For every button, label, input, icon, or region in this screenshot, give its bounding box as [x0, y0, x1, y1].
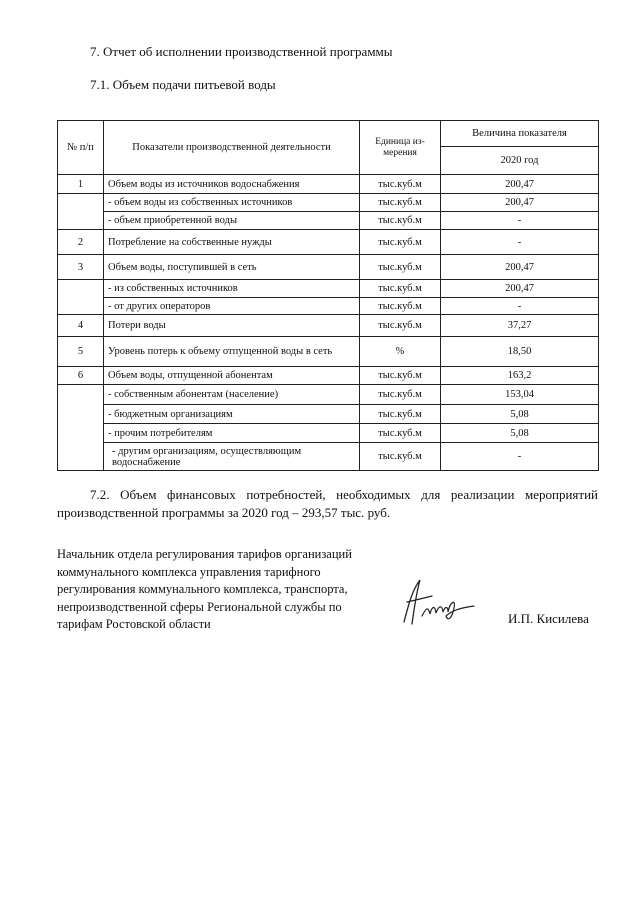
table-row — [58, 175, 599, 194]
row-unit: тыс.куб.м — [360, 280, 441, 298]
signatory-position-line: коммунального комплекса управления тарифного — [57, 564, 321, 579]
row-unit: тыс.куб.м — [360, 255, 441, 280]
handwritten-signature — [398, 572, 478, 632]
signatory-position-line: непроизводственной сферы Региональной службы по — [57, 599, 342, 614]
subsection-heading: 7.1. Объем подачи питьевой воды — [90, 77, 276, 92]
row-unit: тыс.куб.м — [360, 424, 441, 443]
row-unit: тыс.куб.м — [360, 367, 441, 385]
row-num: 6 — [58, 367, 104, 385]
row-num — [58, 280, 104, 315]
row-value: 5,08 — [441, 424, 599, 443]
row-unit: тыс.куб.м — [360, 230, 441, 255]
row-value: 200,47 — [441, 255, 599, 280]
table-row — [58, 424, 599, 443]
row-value: 18,50 — [441, 337, 599, 367]
table-row — [58, 405, 599, 424]
row-value: - — [441, 298, 599, 315]
row-unit: тыс.куб.м — [360, 175, 441, 194]
row-indicator: Потребление на собственные нужды — [104, 230, 360, 255]
row-value: - — [441, 212, 599, 230]
table-row — [58, 315, 599, 337]
row-indicator: Объем воды, отпущенной абонентам — [104, 367, 360, 385]
row-value: - — [441, 443, 599, 471]
header-year: 2020 год — [441, 147, 599, 175]
header-unit — [360, 121, 441, 175]
row-num: 2 — [58, 230, 104, 255]
row-num: 4 — [58, 315, 104, 337]
row-value: 37,27 — [441, 315, 599, 337]
row-value: 153,04 — [441, 385, 599, 405]
table-row — [58, 443, 599, 471]
table-row — [58, 337, 599, 367]
table-row — [58, 255, 599, 280]
water-supply-table — [57, 120, 599, 471]
row-unit: тыс.куб.м — [360, 405, 441, 424]
row-indicator: Объем воды, поступившей в сеть — [104, 255, 360, 280]
row-indicator: - объем приобретенной воды — [104, 212, 360, 230]
row-indicator: - из собственных источников — [104, 280, 360, 298]
header-indicator: Показатели производственной деятельности — [104, 121, 360, 175]
financial-needs-paragraph: 7.2. Объем финансовых потребностей, необходимых для реализации мероприятий производственной программы за 2020 год – 293,57 тыс. руб. — [57, 487, 598, 520]
section-heading: 7. Отчет об исполнении производственной программы — [90, 44, 393, 59]
row-indicator: - бюджетным организациям — [104, 405, 360, 424]
row-unit: тыс.куб.м — [360, 315, 441, 337]
signatory-position-line: Начальник отдела регулирования тарифов организаций — [57, 547, 352, 561]
table-row — [58, 385, 599, 405]
row-unit: % — [360, 337, 441, 367]
header-unit-line1: Единица из- — [375, 136, 425, 147]
row-unit: тыс.куб.м — [360, 194, 441, 212]
row-num: 5 — [58, 337, 104, 367]
table-row — [58, 298, 599, 315]
row-indicator: - другим организациям, осуществляющим водоснабжение — [104, 443, 360, 471]
row-unit: тыс.куб.м — [360, 212, 441, 230]
table-header-row — [58, 121, 599, 147]
header-num: № п/п — [58, 121, 104, 175]
row-value: 200,47 — [441, 175, 599, 194]
row-value: 163,2 — [441, 367, 599, 385]
row-indicator: - объем воды из собственных источников — [104, 194, 360, 212]
signatory-position — [57, 546, 387, 634]
row-indicator: Потери воды — [104, 315, 360, 337]
row-indicator: Уровень потерь к объему отпущенной воды в сеть — [104, 337, 360, 367]
table-row — [58, 212, 599, 230]
header-unit-line2: мерения — [383, 147, 417, 158]
row-indicator: - собственным абонентам (население) — [104, 385, 360, 405]
signatory-name: И.П. Кисилева — [508, 611, 589, 626]
table-row — [58, 280, 599, 298]
table-row — [58, 367, 599, 385]
row-indicator: - от других операторов — [104, 298, 360, 315]
row-num — [58, 385, 104, 471]
row-unit: тыс.куб.м — [360, 443, 441, 471]
row-value: 200,47 — [441, 280, 599, 298]
row-value: 5,08 — [441, 405, 599, 424]
row-indicator: Объем воды из источников водоснабжения — [104, 175, 360, 194]
header-value-group: Величина показателя — [441, 121, 599, 147]
row-value: 200,47 — [441, 194, 599, 212]
row-unit: тыс.куб.м — [360, 298, 441, 315]
table-row — [58, 194, 599, 212]
table-row — [58, 230, 599, 255]
row-num: 3 — [58, 255, 104, 280]
row-num: 1 — [58, 175, 104, 194]
row-unit: тыс.куб.м — [360, 385, 441, 405]
row-indicator: - прочим потребителям — [104, 424, 360, 443]
signatory-position-line: тарифам Ростовской области — [57, 617, 211, 632]
row-num — [58, 194, 104, 230]
signatory-position-line: регулирования коммунального комплекса, транспорта, — [57, 582, 348, 597]
row-value: - — [441, 230, 599, 255]
